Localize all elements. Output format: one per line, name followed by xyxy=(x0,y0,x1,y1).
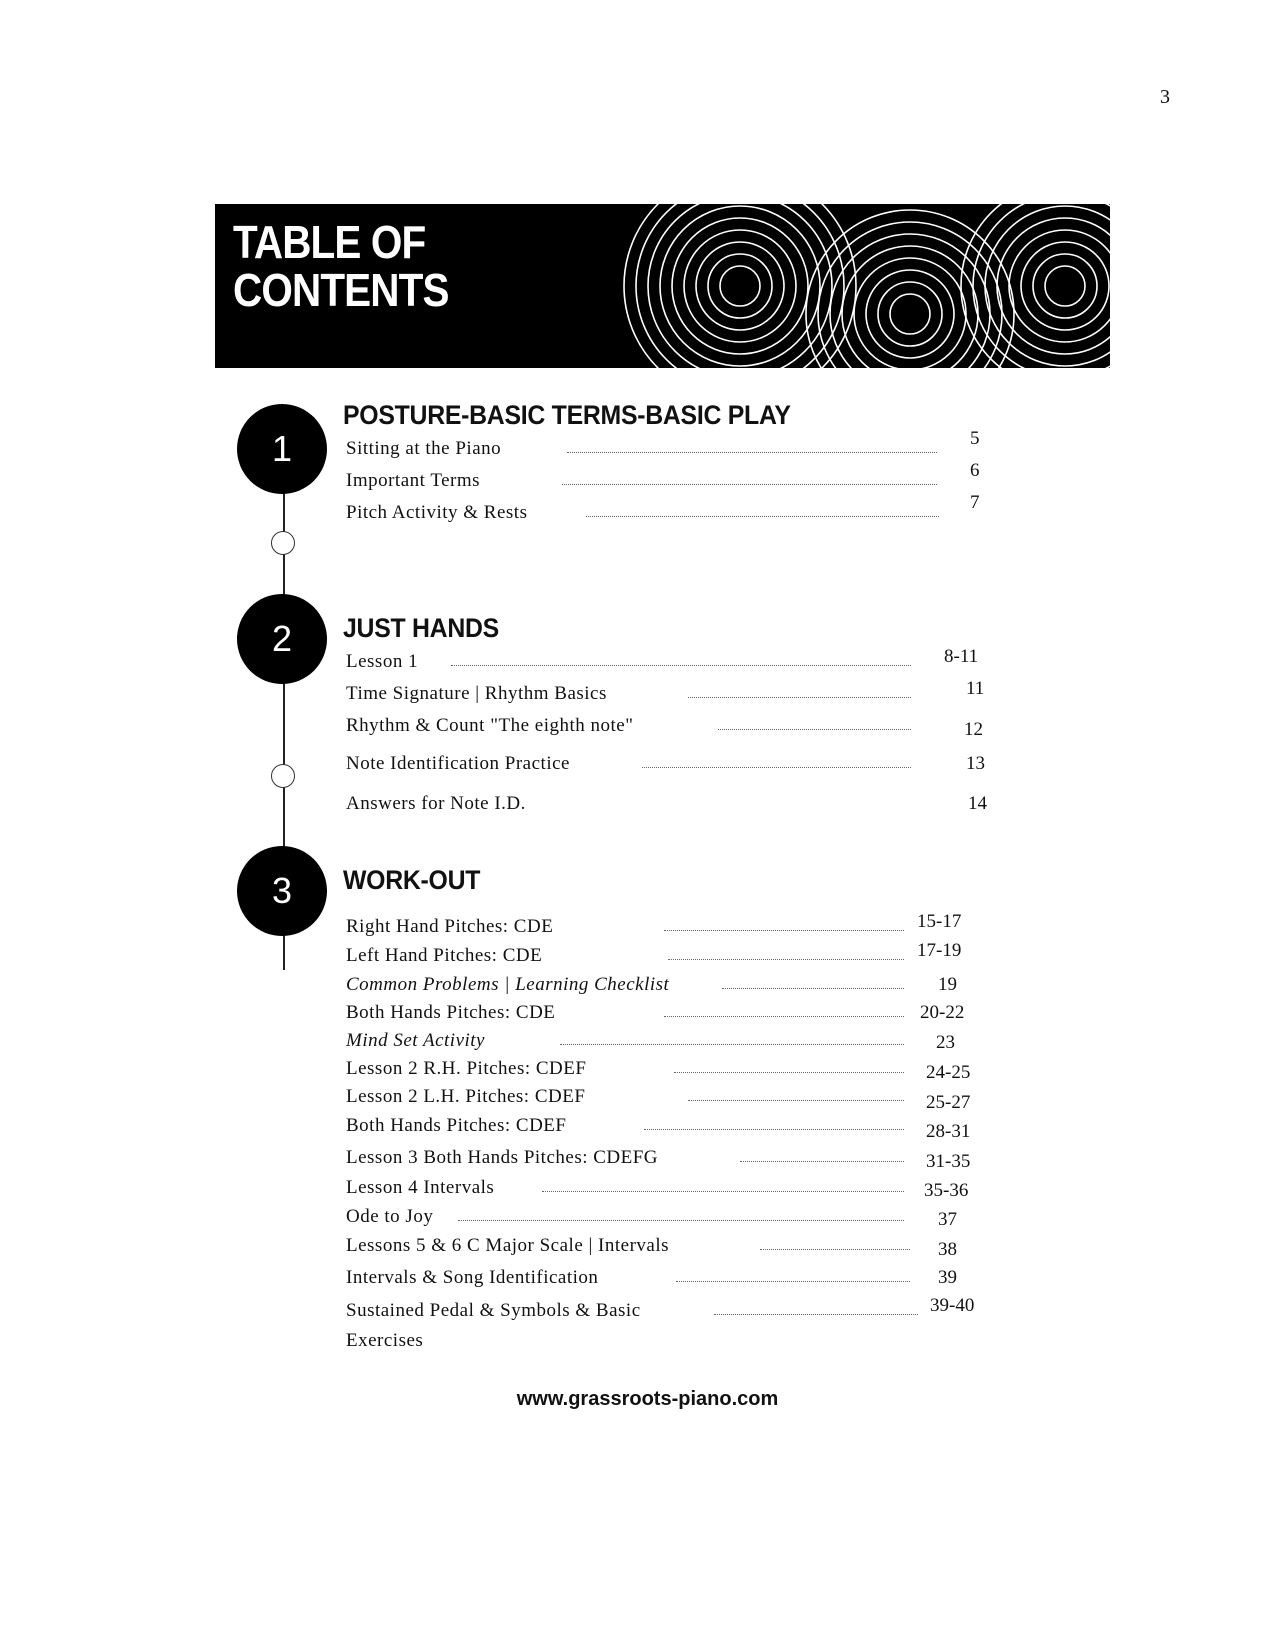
dot-leader xyxy=(562,484,937,485)
toc-entry-label: Lesson 2 R.H. Pitches: CDEF xyxy=(346,1058,587,1079)
dot-leader xyxy=(722,988,904,989)
banner-title-line1: TABLE OF xyxy=(233,216,426,268)
toc-entry-label: Right Hand Pitches: CDE xyxy=(346,916,554,937)
toc-entry-page: 5 xyxy=(970,428,980,449)
toc-entry-page: 24-25 xyxy=(926,1062,971,1083)
banner-title xyxy=(233,218,449,314)
toc-entry-page: 14 xyxy=(968,793,987,814)
toc-entry-page: 38 xyxy=(938,1239,957,1260)
toc-entry-label: Lessons 5 & 6 C Major Scale | Intervals xyxy=(346,1235,670,1256)
toc-entry-page: 19 xyxy=(938,974,957,995)
dot-leader xyxy=(676,1281,910,1282)
toc-banner xyxy=(215,204,1110,368)
toc-entry-page: 25-27 xyxy=(926,1092,971,1113)
dot-leader xyxy=(688,697,911,698)
toc-entry-label: Mind Set Activity xyxy=(346,1030,485,1051)
toc-entry-label: Rhythm & Count "The eighth note" xyxy=(346,715,634,736)
timeline-ring xyxy=(271,764,295,788)
toc-entry-page: 28-31 xyxy=(926,1121,971,1142)
dot-leader xyxy=(668,959,904,960)
toc-entry-label: Pitch Activity & Rests xyxy=(346,502,528,523)
section-title: POSTURE-BASIC TERMS-BASIC PLAY xyxy=(343,400,791,430)
toc-entry-label: Ode to Joy xyxy=(346,1206,434,1227)
dot-leader xyxy=(642,767,911,768)
toc-entry-label: Lesson 4 Intervals xyxy=(346,1177,495,1198)
toc-entry-page: 15-17 xyxy=(917,911,962,932)
section-title: WORK-OUT xyxy=(343,865,481,895)
dot-leader xyxy=(664,1016,904,1017)
toc-entry-page: 35-36 xyxy=(924,1180,969,1201)
toc-entry-page: 11 xyxy=(966,678,985,699)
footer-url: www.grassroots-piano.com xyxy=(516,1388,779,1410)
left-arcs xyxy=(624,204,856,368)
dot-leader xyxy=(674,1072,904,1073)
section-number: 3 xyxy=(271,870,293,911)
toc-entry-label: Both Hands Pitches: CDE xyxy=(346,1002,556,1023)
toc-entry-label: Note Identification Practice xyxy=(346,753,570,774)
toc-entry-label: Lesson 1 xyxy=(346,651,419,672)
page-number: 3 xyxy=(1160,86,1170,108)
toc-entry-page: 39 xyxy=(938,1267,957,1288)
toc-entry-page: 37 xyxy=(938,1209,957,1230)
section-number-circle-1 xyxy=(237,404,327,494)
toc-entry-page: 7 xyxy=(970,492,980,513)
toc-entry-page: 23 xyxy=(936,1032,955,1053)
section-number-circle-3 xyxy=(237,846,327,936)
toc-entry-label: Common Problems | Learning Checklist xyxy=(346,974,670,995)
timeline-ring xyxy=(271,531,295,555)
dot-leader xyxy=(740,1161,904,1162)
dot-leader xyxy=(644,1129,904,1130)
section-title: JUST HANDS xyxy=(343,613,499,643)
dot-leader xyxy=(760,1249,910,1250)
dot-leader xyxy=(664,930,904,931)
toc-entry-page: 12 xyxy=(964,719,983,740)
toc-entry-label: Answers for Note I.D. xyxy=(346,793,526,814)
section-number: 2 xyxy=(271,618,293,659)
toc-entry-label: Intervals & Song Identification xyxy=(346,1267,599,1288)
dot-leader xyxy=(542,1191,904,1192)
toc-entry-label: Important Terms xyxy=(346,470,481,491)
toc-entry-label: Time Signature | Rhythm Basics xyxy=(346,683,607,704)
toc-entry-page: 39-40 xyxy=(930,1295,975,1316)
toc-entry-label: Both Hands Pitches: CDEF xyxy=(346,1115,567,1136)
section-number: 1 xyxy=(271,428,293,469)
toc-entry-page: 20-22 xyxy=(920,1002,965,1023)
section-number-circle-2 xyxy=(237,594,327,684)
toc-entry-page: 31-35 xyxy=(926,1151,971,1172)
dot-leader xyxy=(688,1100,904,1101)
dot-leader xyxy=(586,516,939,517)
toc-entry-label: Sustained Pedal & Symbols & Basic xyxy=(346,1300,641,1321)
toc-entry-label: Sitting at the Piano xyxy=(346,438,502,459)
right-arcs xyxy=(961,204,1110,368)
banner-title-line2: CONTENTS xyxy=(233,264,449,316)
toc-entry-page: 6 xyxy=(970,460,980,481)
dot-leader xyxy=(458,1220,904,1221)
dot-leader xyxy=(560,1044,904,1045)
toc-entry-label: Exercises xyxy=(346,1330,424,1351)
concentric-arcs-decoration xyxy=(595,204,1110,368)
toc-entry-label: Lesson 3 Both Hands Pitches: CDEFG xyxy=(346,1147,659,1168)
toc-entry-page: 13 xyxy=(966,753,985,774)
toc-entry-label: Left Hand Pitches: CDE xyxy=(346,945,543,966)
toc-entry-page: 17-19 xyxy=(917,940,962,961)
toc-entry-label: Lesson 2 L.H. Pitches: CDEF xyxy=(346,1086,586,1107)
dot-leader xyxy=(567,452,937,453)
dot-leader xyxy=(718,729,911,730)
dot-leader xyxy=(714,1314,918,1315)
middle-arcs xyxy=(806,210,1014,368)
dot-leader xyxy=(451,665,911,666)
toc-entry-page: 8-11 xyxy=(944,646,979,667)
